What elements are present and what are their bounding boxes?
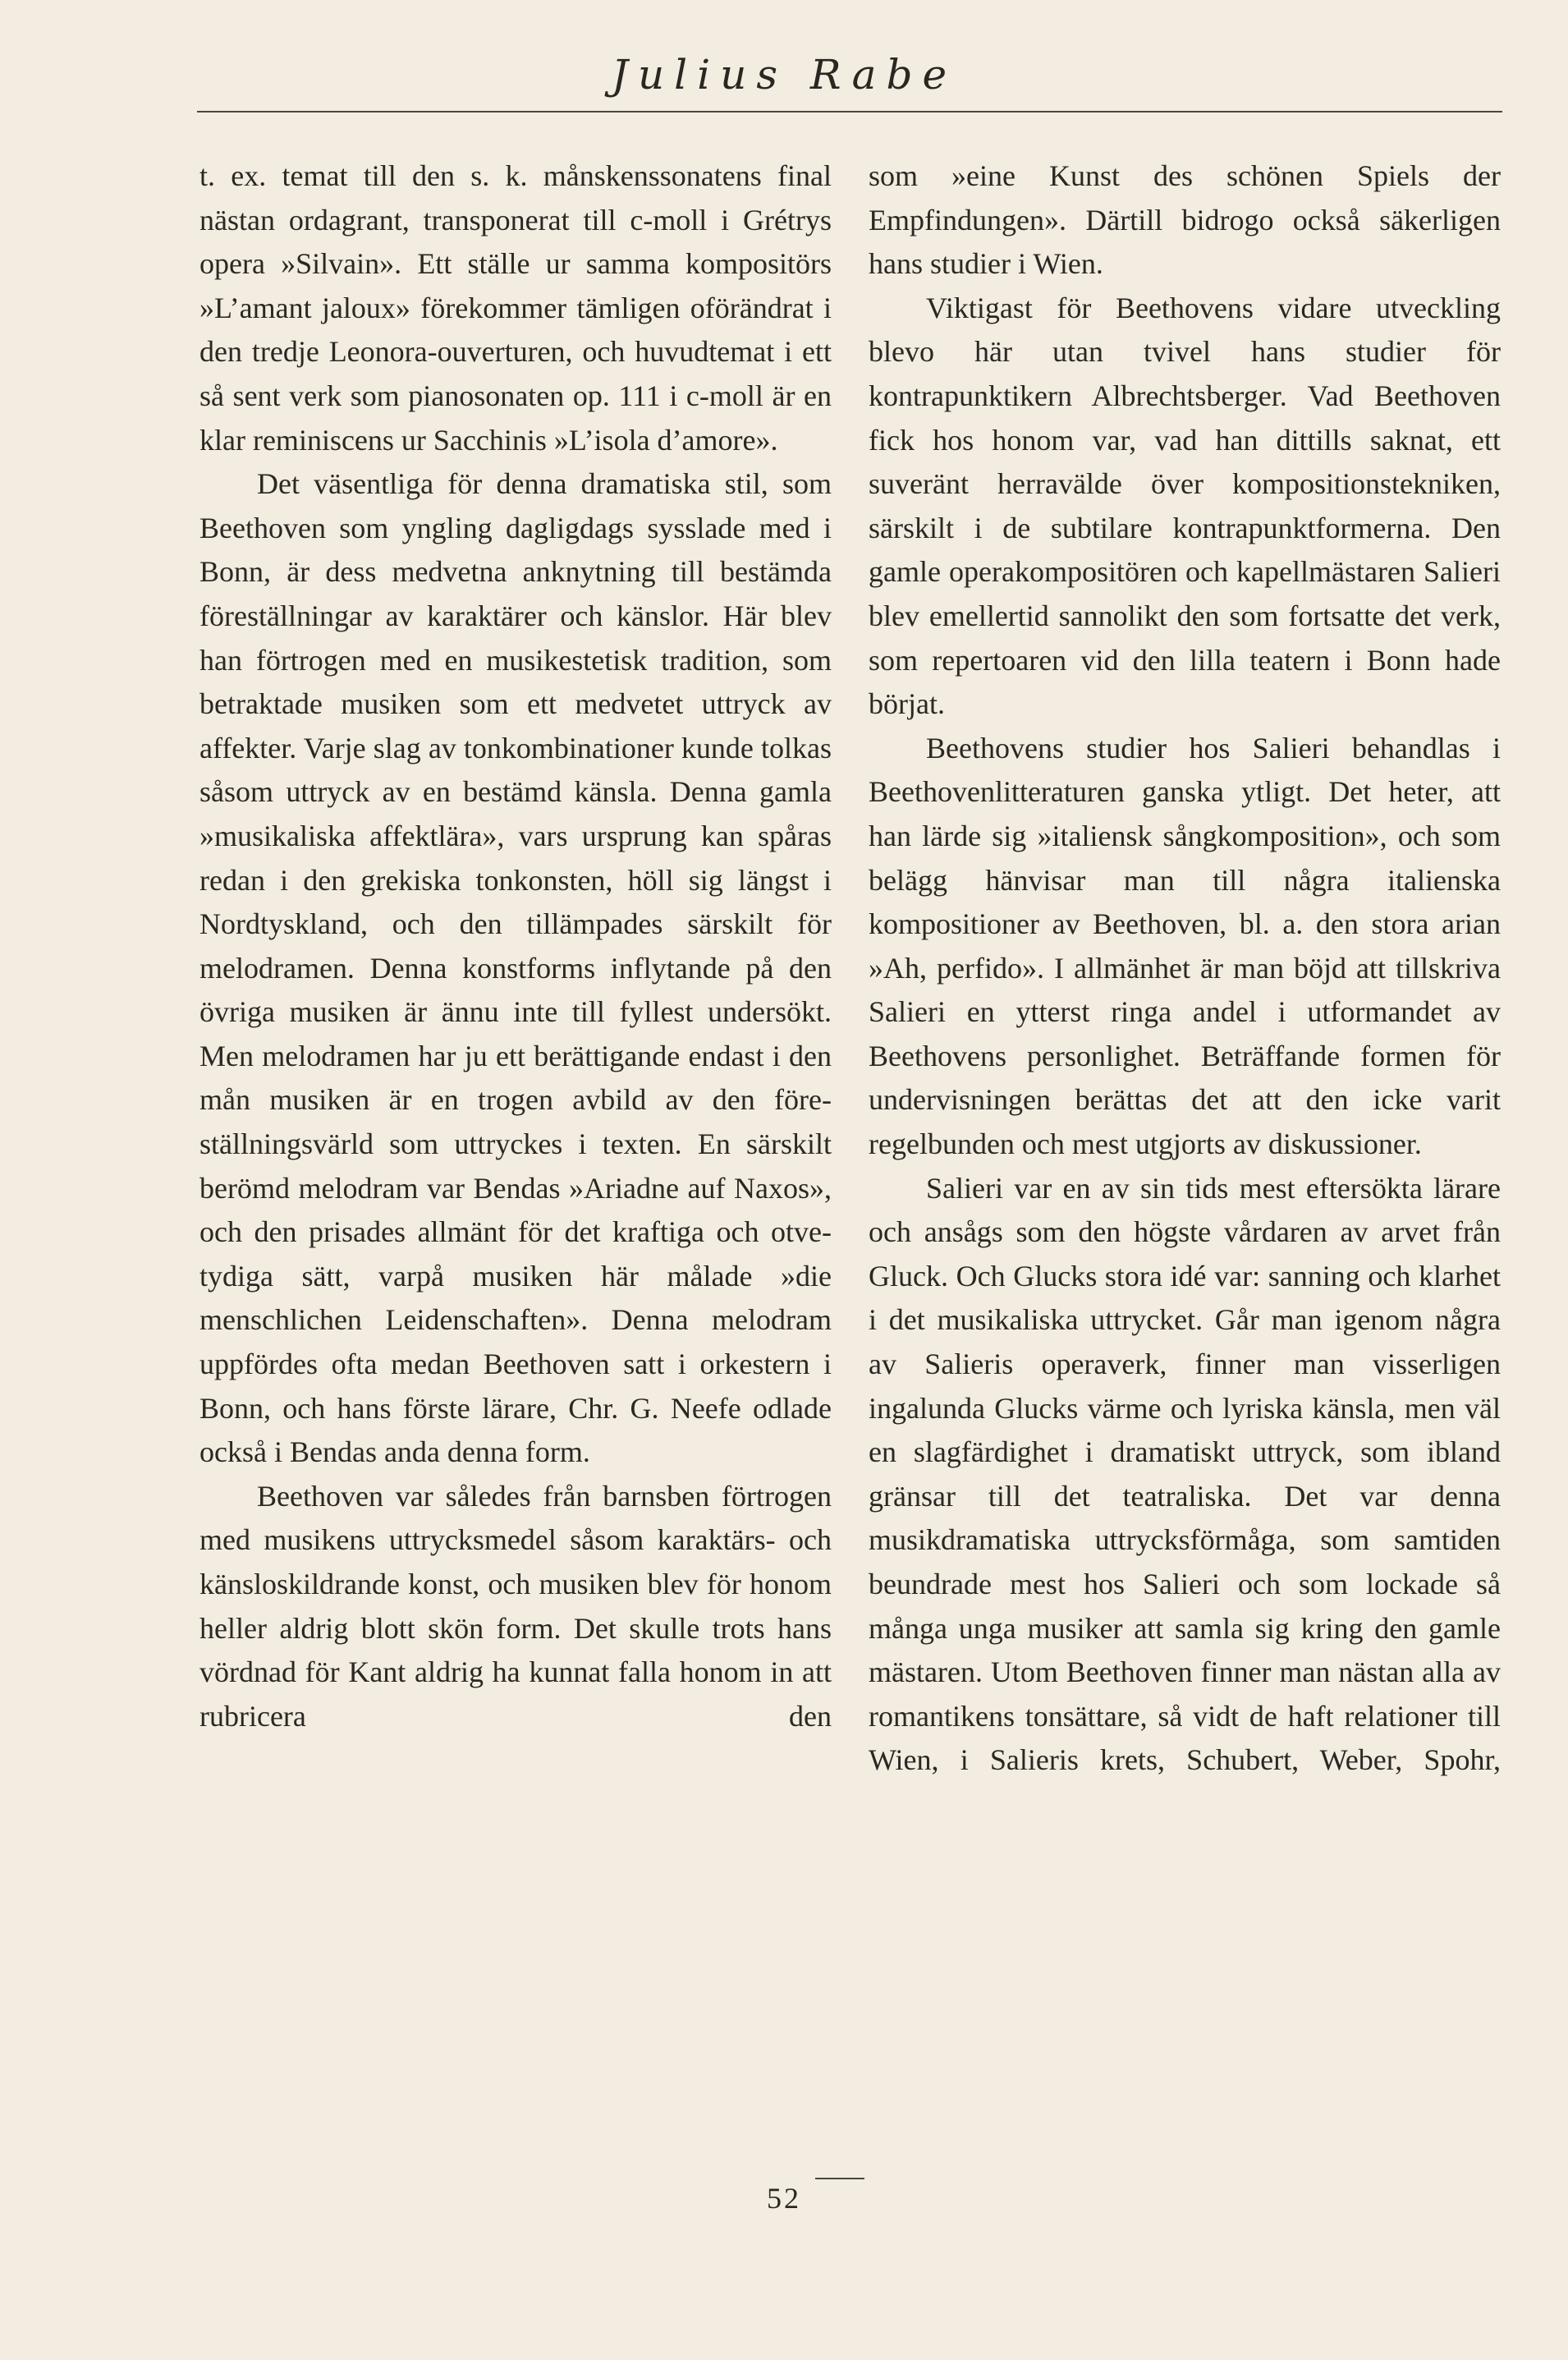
paragraph: t. ex. temat till den s. k. månskenssonatens final nästan ordagrant, transponerat till c-moll i Grétrys opera »Silvain». Ett ställe ur samma kompositörs »L’amant jaloux» förekommer tämligen oförändrat i den tredje Leonora-ouverturen, och huvudtemat i ett så sent verk som pianosonaten op. 111 i c-moll är en klar reminiscens ur Sacchinis »L’isola d’amore».	[199, 159, 832, 457]
left-column	[199, 154, 832, 1738]
paragraph: Beethovens studier hos Salieri behandlas i Beethovenlitteraturen ganska ytligt. Det heter, att han lärde sig »italiensk sångkomposition», och som belägg hänvisar man till några italienska kompositioner av Beethoven, bl. a. den stora arian »Ah, perfido». I allmänhet är man böjd att tillskriva Salieri en ytterst ringa andel i utformandet av Beethovens personlighet. Beträffande formen för undervisningen berättas det att den icke varit regelbunden och mest utgjorts av diskussioner.	[869, 731, 1501, 1161]
paragraph: Viktigast för Beethovens vidare utveckling blevo här utan tvivel hans studier för kontrapunktikern Albrechtsberger. Vad Beethoven fick hos honom var, vad han dittills saknat, ett suveränt herravälde över kompositionstekniken, särskilt i de subtilare kontrapunktformerna. Den gamle operakompositören och kapellmästaren Salieri blev emellertid sannolikt den som fortsatte det verk, som repertoaren vid den lilla teatern i Bonn hade börjat.	[869, 291, 1501, 721]
running-title: Julius Rabe	[611, 51, 957, 99]
page-number: 52	[767, 2182, 801, 2215]
paragraph: Beethoven var således från barnsben förtrogen med musikens uttrycksmedel såsom karaktärs- och känsloskildrande konst, och musiken blev för honom heller aldrig blott skön form. Det skulle trots hans vördnad för Kant aldrig ha kunnat falla honom in att rubricera den	[199, 1479, 832, 1733]
header-rule	[197, 111, 1502, 112]
folio-rule	[815, 2178, 864, 2179]
paragraph: som »eine Kunst des schönen Spiels der Empfindungen». Därtill bidrogo också säkerligen hans studier i Wien.	[869, 159, 1501, 281]
right-column	[869, 154, 1501, 1783]
paragraph: Salieri var en av sin tids mest eftersökta lärare och ansågs som den högste vårdaren av arvet från Gluck. Och Glucks stora idé var: sanning och klarhet i det musikaliska uttrycket. Går man igenom några av Salieris operaverk, finner man visserligen ingalunda Glucks värme och lyriska känsla, men väl en slagfärdighet i dramatiskt uttryck, som ibland gränsar till det teatraliska. Det var denna musikdramatiska uttrycksförmåga, som samtiden beundrade mest hos Salieri och som lockade så många unga musiker att samla sig kring den gamle mästaren. Utom Beethoven finner man nästan alla av romantikens tonsättare, så vidt de haft relationer till Wien, i Salieris krets, Schubert, Weber, Spohr,	[869, 1171, 1501, 1777]
paragraph: Det väsentliga för denna dramatiska stil, som Beethoven som yngling dagligdags sysslade med i Bonn, är dess medvetna anknytning till bestämda föreställningar av karaktärer och känslor. Här blev han förtrogen med en musikestetisk tradition, som betraktade musiken som ett medvetet uttryck av affekter. Varje slag av tonkombinationer kunde tolkas såsom uttryck av en bestämd känsla. Denna gamla »musikaliska affektlära», vars ursprung kan spåras redan i den grekiska tonkonsten, höll sig längst i Nordtyskland, och den tillämpades särskilt för melodramen. Denna konstforms inflytande på den övriga musiken är ännu inte till fyllest undersökt. Men melodramen har ju ett berättigande endast i den mån musiken är en trogen avbild av den föreställningsvärld som uttryckes i texten. En särskilt berömd melodram var Bendas »Ariadne auf Naxos», och den prisades allmänt för det kraftiga och otvetydiga sätt, varpå musiken här målade »die menschlichen Leidenschaften». Denna melodram uppfördes ofta medan Beethoven satt i orkestern i Bonn, och hans förste lärare, Chr. G. Neefe odlade också i Bendas anda denna form.	[199, 467, 832, 1469]
